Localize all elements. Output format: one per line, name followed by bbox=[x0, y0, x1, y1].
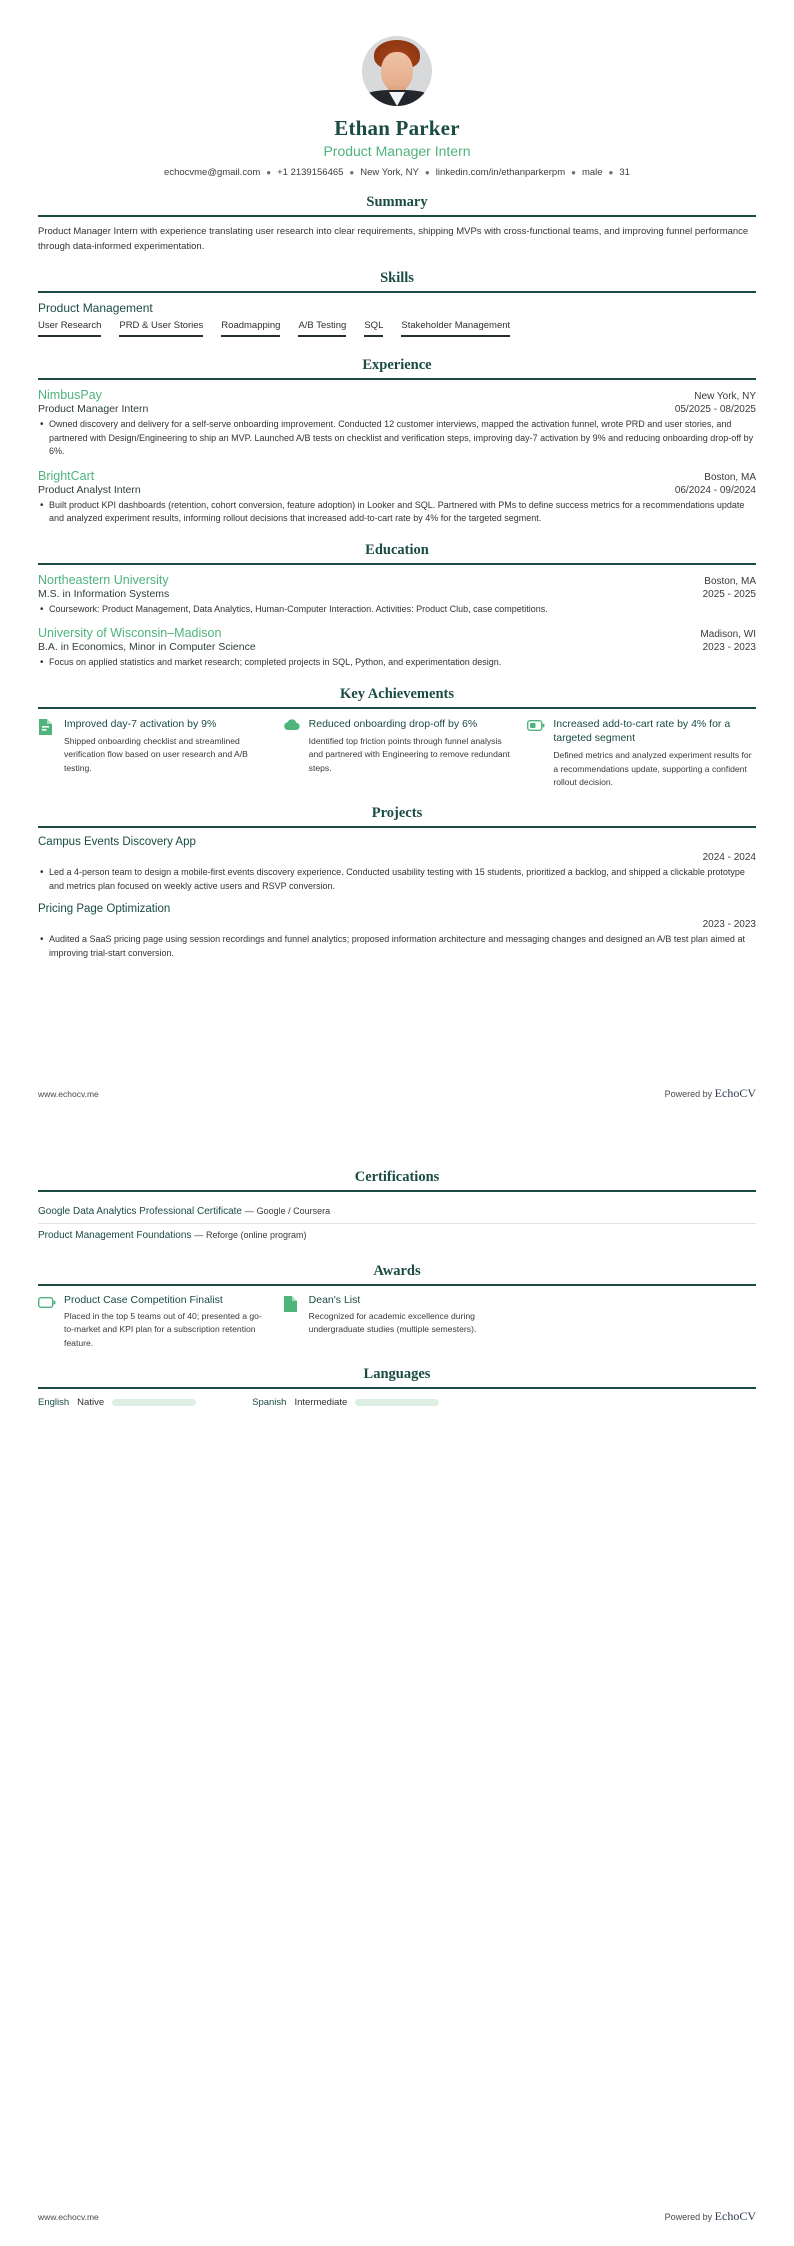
certification-separator: — bbox=[244, 1206, 254, 1216]
contact-linkedin[interactable]: linkedin.com/in/ethanparkerpm bbox=[435, 167, 566, 178]
project-dates: 2024 - 2024 bbox=[702, 852, 756, 864]
achievement-card bbox=[283, 717, 512, 789]
language-item bbox=[252, 1397, 439, 1408]
separator-dot-icon: ● bbox=[608, 168, 614, 177]
experience-org: BrightCart bbox=[38, 468, 95, 483]
section-experience bbox=[38, 357, 756, 526]
award-desc: Placed in the top 5 teams out of 40; presented a go-to-market and KPI plan for a subscription retention feature. bbox=[64, 1311, 262, 1348]
section-projects bbox=[38, 805, 756, 960]
contact-line bbox=[38, 167, 756, 178]
education-entry bbox=[38, 573, 756, 617]
skill-group-name: Product Management bbox=[38, 301, 153, 316]
section-heading-education: Education bbox=[365, 541, 429, 558]
resume-page-2 bbox=[0, 1123, 794, 2246]
page-title: Ethan Parker bbox=[334, 116, 460, 140]
bullet-item: • Owned discovery and delivery for a self-serve onboarding improvement. Conducted 12 customer interviews, mapped the activation funnel, wrote PRD and user stories, and partnered with Design/Engineering to ship an MVP. Launched A/B tests on checklist and verification steps, improving day-7 activation by 9% and reducing onboarding drop-off by 6%. bbox=[38, 418, 756, 459]
document-icon bbox=[38, 717, 56, 741]
education-location: Madison, WI bbox=[700, 629, 756, 641]
education-dates: 2025 - 2025 bbox=[702, 588, 756, 600]
bullet-item: • Built product KPI dashboards (retention, cohort conversion, feature adoption) in Looker and SQL. Partnered with PMs to define success metrics for a recommendations update and analyzed experiment results, informing rollout decisions that increased add-to-cart rate by 4% for the targeted segment. bbox=[38, 499, 756, 526]
experience-location: Boston, MA bbox=[704, 471, 756, 483]
education-org: Northeastern University bbox=[38, 572, 169, 587]
award-spacer bbox=[527, 1294, 756, 1350]
experience-role: Product Analyst Intern bbox=[38, 483, 141, 496]
section-heading-skills: Skills bbox=[380, 270, 414, 287]
achievement-list bbox=[38, 717, 756, 789]
skill-item: Stakeholder Management bbox=[401, 320, 510, 337]
section-heading-languages: Languages bbox=[363, 1365, 431, 1382]
avatar bbox=[362, 36, 432, 106]
award-card bbox=[38, 1294, 267, 1350]
skill-item: SQL bbox=[364, 320, 383, 337]
section-divider bbox=[38, 215, 756, 217]
section-heading-key-achievements: Key Achievements bbox=[340, 685, 454, 702]
battery-icon bbox=[527, 717, 545, 736]
achievement-card bbox=[38, 717, 267, 789]
certification-separator: — bbox=[194, 1230, 204, 1240]
bullet-item: • Audited a SaaS pricing page using session recordings and funnel analytics; proposed information architecture and messaging changes and designed an A/B test plan aimed at improving trial-start conversion. bbox=[38, 933, 756, 960]
contact-phone[interactable]: +1 2139156465 bbox=[277, 167, 344, 178]
experience-dates: 06/2024 - 09/2024 bbox=[674, 484, 756, 496]
section-education bbox=[38, 542, 756, 670]
experience-bullets bbox=[38, 499, 756, 526]
experience-entry bbox=[38, 388, 756, 459]
section-heading-summary: Summary bbox=[366, 194, 428, 210]
achievement-desc: Shipped onboarding checklist and streamlined verification flow based on user research and A/B testing. bbox=[64, 736, 248, 773]
bullet-item: • Coursework: Product Management, Data Analytics, Human-Computer Interaction. Activities: Product Club, case competitions. bbox=[38, 603, 756, 617]
language-name: Spanish bbox=[252, 1396, 287, 1408]
education-bullets bbox=[38, 656, 756, 670]
language-progress-bar bbox=[355, 1399, 439, 1406]
section-heading-certifications: Certifications bbox=[354, 1169, 440, 1185]
separator-dot-icon: ● bbox=[349, 168, 355, 177]
section-heading-experience: Experience bbox=[362, 357, 432, 374]
footer-url[interactable]: www.echocv.me bbox=[38, 1089, 99, 1099]
experience-entry bbox=[38, 469, 756, 526]
achievement-title: Increased add-to-cart rate by 4% for a targeted segment bbox=[553, 717, 731, 745]
footer-brand bbox=[665, 2209, 756, 2224]
project-entry bbox=[38, 903, 756, 960]
language-level: Intermediate bbox=[294, 1396, 348, 1408]
contact-email[interactable]: echocvme@gmail.com bbox=[164, 167, 261, 178]
achievement-desc: Identified top friction points through funnel analysis and partnered with Engineering to remove redundant steps. bbox=[308, 736, 510, 773]
section-divider bbox=[38, 291, 756, 293]
project-entry bbox=[38, 836, 756, 893]
job-title: Product Manager Intern bbox=[323, 143, 471, 159]
footer-brand-prefix: Powered by bbox=[664, 1089, 715, 1099]
skill-item: Roadmapping bbox=[221, 320, 280, 337]
certification-issuer: Reforge (online program) bbox=[206, 1230, 307, 1240]
certification-row bbox=[38, 1224, 756, 1247]
language-item bbox=[38, 1397, 196, 1408]
award-desc: Recognized for academic excellence during undergraduate studies (multiple semesters). bbox=[308, 1311, 477, 1335]
separator-dot-icon: ● bbox=[571, 168, 576, 177]
contact-gender: male bbox=[581, 167, 603, 178]
section-heading-projects: Projects bbox=[371, 805, 423, 822]
section-divider bbox=[38, 378, 756, 380]
education-entry bbox=[38, 626, 756, 670]
bullet-item: • Led a 4-person team to design a mobile-first events discovery experience. Conducted usability testing with 15 students, prioritized a backlog, and shipped a clickable prototype and metrics plan focused on weekly active users and RSVP conversion. bbox=[38, 866, 756, 893]
section-skills bbox=[38, 270, 756, 341]
footer-brand-name: EchoCV bbox=[714, 2209, 756, 2223]
battery-empty-icon bbox=[38, 1294, 56, 1313]
cloud-icon bbox=[283, 717, 301, 736]
section-languages bbox=[38, 1366, 756, 1408]
section-heading-awards: Awards bbox=[373, 1263, 421, 1279]
experience-role: Product Manager Intern bbox=[38, 403, 149, 416]
language-progress-bar bbox=[112, 1399, 196, 1406]
resume-header bbox=[38, 30, 756, 178]
footer-brand-prefix: Powered by bbox=[664, 2212, 715, 2222]
project-dates: 2023 - 2023 bbox=[702, 919, 756, 931]
achievement-card bbox=[527, 717, 756, 789]
section-awards bbox=[38, 1263, 756, 1350]
page-footer bbox=[38, 1086, 756, 1101]
project-bullets bbox=[38, 933, 756, 960]
section-divider bbox=[38, 1284, 756, 1286]
experience-dates: 05/2025 - 08/2025 bbox=[674, 404, 756, 416]
footer-brand bbox=[665, 1086, 756, 1101]
skill-list bbox=[38, 320, 756, 341]
certification-name: Product Management Foundations bbox=[38, 1230, 192, 1241]
experience-location: New York, NY bbox=[694, 391, 756, 403]
skill-item: A/B Testing bbox=[298, 320, 346, 337]
separator-dot-icon: ● bbox=[266, 168, 272, 177]
skill-item: User Research bbox=[38, 320, 101, 337]
project-title: Campus Events Discovery App bbox=[38, 836, 196, 849]
section-divider bbox=[38, 826, 756, 828]
education-location: Boston, MA bbox=[704, 575, 756, 587]
section-summary bbox=[38, 194, 756, 254]
education-bullets bbox=[38, 603, 756, 617]
achievement-title: Reduced onboarding drop-off by 6% bbox=[308, 717, 478, 730]
education-org: University of Wisconsin–Madison bbox=[38, 626, 222, 641]
footer-url[interactable]: www.echocv.me bbox=[38, 2212, 99, 2222]
bullet-item: • Focus on applied statistics and market research; completed projects in SQL, Python, and experimentation design. bbox=[38, 656, 756, 670]
language-level: Native bbox=[77, 1396, 105, 1408]
certification-issuer: Google / Coursera bbox=[256, 1206, 331, 1216]
page-footer bbox=[38, 2209, 756, 2224]
education-degree: M.S. in Information Systems bbox=[38, 587, 170, 600]
project-title: Pricing Page Optimization bbox=[38, 903, 171, 916]
achievement-title: Improved day-7 activation by 9% bbox=[64, 717, 217, 730]
award-title: Product Case Competition Finalist bbox=[64, 1294, 223, 1306]
experience-org: NimbusPay bbox=[38, 388, 102, 403]
certification-name: Google Data Analytics Professional Certificate bbox=[38, 1206, 242, 1217]
separator-dot-icon: ● bbox=[424, 168, 430, 177]
project-bullets bbox=[38, 866, 756, 893]
education-dates: 2023 - 2023 bbox=[702, 642, 756, 654]
section-divider bbox=[38, 707, 756, 709]
award-card bbox=[283, 1294, 512, 1350]
section-certifications bbox=[38, 1169, 756, 1247]
education-degree: B.A. in Economics, Minor in Computer Science bbox=[38, 641, 256, 654]
award-list bbox=[38, 1294, 756, 1350]
section-divider bbox=[38, 1190, 756, 1192]
contact-location: New York, NY bbox=[360, 167, 419, 178]
summary-text: Product Manager Intern with experience translating user research into clear requirements, shipping MVPs with cross-functional teams, and improving funnel performance through data-informed experimentation. bbox=[38, 226, 749, 252]
award-title: Dean's List bbox=[308, 1294, 361, 1306]
section-key-achievements bbox=[38, 686, 756, 789]
certification-row bbox=[38, 1200, 756, 1224]
language-list bbox=[38, 1397, 756, 1408]
skill-item: PRD & User Stories bbox=[119, 320, 203, 337]
section-divider bbox=[38, 563, 756, 565]
language-name: English bbox=[38, 1396, 70, 1408]
achievement-desc: Defined metrics and analyzed experiment results for a recommendations update, supporting a confident rollout decision. bbox=[553, 750, 752, 787]
experience-bullets bbox=[38, 418, 756, 459]
contact-age: 31 bbox=[619, 167, 630, 178]
document-icon bbox=[283, 1294, 301, 1318]
footer-brand-name: EchoCV bbox=[714, 1086, 756, 1100]
section-divider bbox=[38, 1387, 756, 1389]
